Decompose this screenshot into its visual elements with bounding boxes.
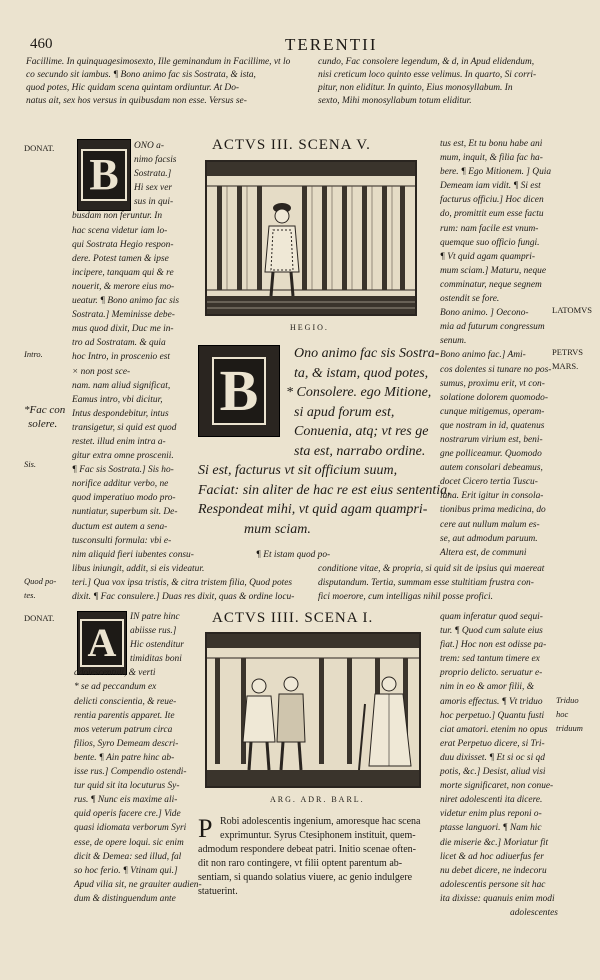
woodcut-illustration	[205, 632, 421, 788]
scene-heading: ACTVS III. SCENA V.	[212, 137, 371, 153]
text-line: facturus officiu.] Hoc dicen	[440, 195, 544, 206]
text-line: proprio delicto. seruatur e-	[440, 668, 543, 679]
text-line: abiisse rus.]	[130, 626, 177, 637]
text-line: duu dixisset. ¶ Et si oc si qd	[440, 752, 545, 763]
verse-line: Ono animo fac sis Sostra-	[294, 346, 440, 361]
margin-label: LATOMVS	[552, 305, 592, 315]
top-note-line: co secundo sit iambus. ¶ Bono animo fac sis Sostrata, & ista,	[26, 70, 256, 80]
text-line: quemque suo officio fungi.	[440, 237, 540, 248]
top-note-line: sexto, Mihi monosyllabum totum eliditur.	[318, 96, 472, 106]
margin-label: MARS.	[552, 361, 579, 371]
text-line: lana. Erit igitur in consola-	[440, 491, 544, 502]
text-line: comminatur, neque segnem	[440, 279, 542, 290]
text-line: ¶ Fac sis Sostrata.] Sis ho-	[72, 465, 174, 476]
text-line: quid operis facere cre.] Vide	[74, 809, 181, 820]
verse-line: sta est, narrabo ordine.	[294, 443, 426, 459]
text-line: disputandum. Tertia, summam esse stultitiam frustra con-	[318, 578, 534, 589]
woodcut-caption: ARG. ADR. BARL.	[270, 795, 365, 804]
text-line: qui Sostrata Hegio respon-	[72, 239, 174, 250]
verse-line: Respondeat mihi, vt quid agam quampri-	[198, 502, 428, 517]
text-line: Eamus intro, vbi dicitur,	[72, 394, 163, 405]
woodcut-caption: HEGIO.	[290, 323, 329, 332]
text-line: Altera est, de communi	[440, 547, 527, 558]
text-line: teri.] Qua vox ipsa tristis, & citra tristem filia, Quod potes	[72, 578, 293, 589]
text-line: gitur extra omne proscenii.	[72, 451, 174, 462]
text-line: nim in eo & amor filii, &	[440, 682, 535, 693]
text-line: nam. nam aliud significat,	[72, 380, 171, 391]
text-line: nim aliquid fieri iubentes consu-	[72, 549, 194, 560]
text-line: Sostrata.] Meminisse debe-	[72, 310, 175, 321]
text-line: quam inferatur quod sequi-	[440, 612, 543, 622]
margin-label: PETRVS	[552, 347, 583, 357]
verse-line: Si est, facturus vt sit officium suum,	[198, 463, 398, 478]
text-line: busdam non feruntur. In	[72, 211, 163, 222]
text-line: tro ad Sostratam. & quia	[72, 338, 166, 349]
text-line: Intus despondebitur, intus	[72, 408, 169, 419]
top-note-left	[26, 56, 290, 108]
text-line: cos dolentes si tunare no pos-	[440, 364, 552, 375]
text-line: Bono animo. ] Oecono-	[440, 308, 529, 319]
scene1-commentary-right	[440, 610, 558, 920]
verse-text	[198, 344, 451, 539]
text-line: ciat amatori. etenim no opus	[440, 724, 548, 735]
top-note-line: quod potes, Hic quidam scena quintam ordiuntur. At Do-	[26, 83, 240, 93]
text-line: dum & distinguendum ante	[74, 893, 176, 904]
margin-label: hoc	[556, 709, 569, 719]
text-line: transigetur, si quid est quod	[72, 422, 177, 433]
text-line: licet & ad hoc adiuerfus fer	[440, 851, 544, 862]
text-line: statuerint.	[198, 886, 238, 898]
text-line: dere. Potest tamen & ipse	[72, 253, 169, 264]
text-line: Demeam iam vidit. ¶ Si est	[440, 181, 541, 192]
margin-label: *Fac con	[24, 404, 66, 416]
text-line: solatione dolorem quomodo-	[440, 392, 548, 403]
donat-label: DONAT.	[24, 143, 55, 153]
margin-label: Quod po-	[24, 576, 57, 586]
text-line: ¶ Vt quid agam quampri-	[440, 251, 536, 262]
text-line: Robi adolescentis ingenium, amoresque hac scena	[220, 816, 421, 827]
text-line: dit non raro contingere, vt filii optent parentum ab-	[198, 858, 403, 870]
text-line: amoris effectus. ¶ Vt triduo	[440, 696, 543, 707]
top-note-line: Facillime. In quinquagesimosexto, Ille geminandum in Facillime, vt lo	[26, 57, 291, 67]
text-line: hoc Intro, in proscenio est	[72, 352, 170, 363]
text-line: so hoc ferio. ¶ Vtinam qui.]	[74, 865, 178, 876]
text-line: quod imperatiuo modo pro-	[72, 493, 176, 504]
page-number: 460	[30, 36, 53, 52]
scene5-commentary-right	[440, 137, 551, 560]
text-line: morte significaret, non conue-	[440, 781, 554, 792]
text-line: adolescentes	[510, 907, 558, 918]
text-line: * se ad peccandum ex	[74, 682, 157, 693]
text-line: mus quod dixit, Duc me in-	[72, 324, 174, 335]
text-line: rentia parentis apparet. Ite	[74, 710, 175, 721]
text-line: adolescentis persone sit hac	[440, 879, 546, 890]
text-line: cunque mitigemus, operam-	[440, 406, 545, 417]
text-line: Hi sex ver	[134, 183, 173, 194]
text-line: niret adolescenti ita dicere.	[440, 795, 543, 806]
text-line: ONO a-	[134, 141, 164, 151]
text-line: nimo facsis	[134, 155, 177, 166]
text-line: tur. ¶ Quod cum salute eius	[440, 626, 543, 637]
text-line: erat Perpetuo dicere, si Tri-	[440, 738, 545, 749]
text-line: se, aut admodum paruum.	[440, 533, 538, 544]
text-line: filios, Syro Demeam descri-	[74, 738, 179, 749]
initial-letter: B	[212, 357, 267, 425]
text-line: mum sciam.] Maturu, neque	[440, 265, 546, 276]
margin-label: Triduo	[556, 695, 579, 705]
verse-line: Faciat: sin aliter de hac re est eius sententia,	[198, 482, 451, 498]
top-note-line: natus ait, sex hos versus in quibusdam non esse. Versus se-	[26, 96, 247, 106]
margin-label: triduum	[556, 723, 583, 733]
text-line: admodum respondere debeat patri. Initio scenae often-	[198, 844, 416, 856]
margin-label: tes.	[24, 590, 36, 600]
text-line: que nostram in id, quatenus	[440, 420, 545, 431]
text-line: timiditas boni	[130, 654, 182, 665]
argument-initial: P	[198, 814, 213, 843]
top-note-line: pitur, non eliditur. In quinto, Eius monosyllabum. In	[318, 83, 513, 93]
text-line: bere. ¶ Ego Mitionem. ] Quia	[440, 167, 552, 178]
verse-line: ta, & istam, quod potes,	[294, 365, 429, 381]
text-line: adolescentuli, & verti	[74, 668, 156, 679]
text-line: Sostrata.]	[134, 169, 172, 180]
donat-label: DONAT.	[24, 613, 55, 623]
top-note-line: cundo, Fac consolere legendum, & d, in Apud elidendum,	[318, 57, 535, 67]
text-line: senum.	[440, 336, 467, 347]
text-line: tur quid sit ita locuturus Sy-	[74, 781, 180, 792]
text-line: ita dixisse: quanuis enim modi	[440, 893, 555, 904]
text-line: mos veterum patrum circa	[74, 724, 173, 735]
text-line: isse rus.] Compendio ostendi-	[74, 767, 187, 778]
margin-label: Intro.	[24, 349, 43, 359]
text-line: sentiam, si quando solatius viuere, ac genio indulgere	[198, 872, 413, 884]
text-line: × non post sce-	[72, 366, 131, 377]
verse-line: mum sciam.	[244, 521, 311, 537]
text-line: rum: nam facile est vnum-	[440, 223, 539, 234]
text-line: ostendit se fore.	[440, 294, 500, 305]
text-line: exprimuntur. Syrus Ctesiphonem instituit, quem-	[220, 830, 416, 842]
text-line: tus est, Et tu bonu habe ani	[440, 139, 543, 149]
text-line: docet Cicero tertia Tuscu-	[440, 477, 538, 488]
argument-paragraph	[198, 815, 421, 900]
text-line: nuntiatur, superbum sit. De-	[72, 507, 178, 518]
woodcut-illustration	[205, 160, 417, 316]
text-line: nouerit, & merore eius mo-	[72, 281, 175, 292]
running-title: TERENTII	[285, 35, 378, 54]
text-line: fici moerore, cum intelligas nihil posse profici.	[318, 592, 493, 603]
text-line: sus in qui-	[134, 197, 174, 208]
text-line: incipere, tanquam qui & re	[72, 267, 174, 278]
text-line: esse, de opere loqui. sic enim	[74, 837, 184, 848]
text-line: cere aut nullum malum es-	[440, 519, 540, 530]
text-line: bente. ¶ Ain patre hinc ab-	[74, 752, 175, 763]
text-line: hoc perpetuo.] Quantu fusti	[440, 710, 545, 721]
top-note-line: nisi creticum loco quinto esse velimus. In quarto, Si corri-	[318, 70, 537, 80]
text-line: do, promittit eum esse factu	[440, 209, 544, 220]
text-line: rus. ¶ Nunc eis maxime ali-	[74, 795, 178, 806]
text-line: Hic ostenditur	[130, 640, 184, 651]
text-line: ueatur. ¶ Bono animo fac sis	[72, 296, 179, 307]
text-line: mia ad futurum congressum	[440, 322, 545, 333]
text-line: videtur enim plus reponi o-	[440, 809, 542, 820]
text-line: restet. illud enim intra a-	[72, 436, 166, 447]
margin-label: Sis.	[24, 459, 37, 469]
scene5-commentary-left	[72, 139, 194, 562]
text-line: gne polliceamur. Quomodo	[440, 449, 542, 460]
scene1-commentary-left	[74, 610, 202, 906]
initial-letter: A	[80, 619, 125, 667]
text-line: potis, &c.] Desist, aliud visi	[440, 767, 546, 778]
text-line: ¶ Et istam quod po-	[256, 550, 331, 560]
text-line: ptasse languori. ¶ Nam hic	[440, 823, 542, 834]
top-note-right	[318, 56, 536, 108]
scene5-bottom-right	[256, 548, 545, 604]
text-line: libus iniungit, addit, si eis videatur.	[72, 564, 205, 574]
text-line: mum, inquit, & filia fac ha-	[440, 153, 543, 164]
text-line: trem: sed tantum timere ex	[440, 654, 540, 665]
text-line: nu debet dicere, ne indecoru	[440, 865, 547, 876]
text-line: IN patre hinc	[130, 612, 180, 622]
text-line: dixit. ¶ Fac consulere.] Duas res dixit, quas & ordine locu-	[72, 592, 295, 603]
scene-heading: ACTVS IIII. SCENA I.	[212, 610, 374, 626]
text-line: quasi idiomata verborum Syri	[74, 823, 187, 834]
text-line: fiat.] Hoc non est odisse pa-	[440, 640, 547, 651]
text-line: sumus, proximu erit, vt con-	[440, 378, 545, 389]
margin-label: solere.	[28, 418, 58, 430]
text-line: autem consolari debeamus,	[440, 463, 543, 474]
text-line: conditione vitae, & propria, si quid sit de ipsius qui maereat	[318, 564, 545, 575]
text-line: Apud vilia sit, ne grauiter audien-	[74, 879, 202, 890]
text-line: die miserie &c.] Moriatur fit	[440, 837, 549, 848]
initial-letter: B	[81, 149, 126, 201]
text-line: nostrarum virium est, beni-	[440, 434, 543, 445]
scene5-bottom-left	[72, 562, 294, 604]
verse-line: Conuenia, atq; vt res ge	[294, 424, 429, 439]
text-line: dicit & Demea: sed illud, fal	[74, 851, 182, 862]
text-line: hac scena videtur iam lo-	[72, 225, 168, 236]
text-line: norifice additur verbo, ne	[72, 479, 169, 490]
text-line: tionibus prima medicina, do	[440, 505, 546, 516]
text-line: ductum est autem a sena-	[72, 521, 168, 532]
verse-line: si apud forum est,	[294, 404, 395, 420]
text-line: Bono animo fac.] Ami-	[440, 350, 526, 361]
text-line: delicti conscientia, & reue-	[74, 696, 177, 707]
verse-line: * Consolere. ego Mitione,	[286, 385, 432, 400]
text-line: tusconsulti formula: vbi e-	[72, 535, 172, 546]
